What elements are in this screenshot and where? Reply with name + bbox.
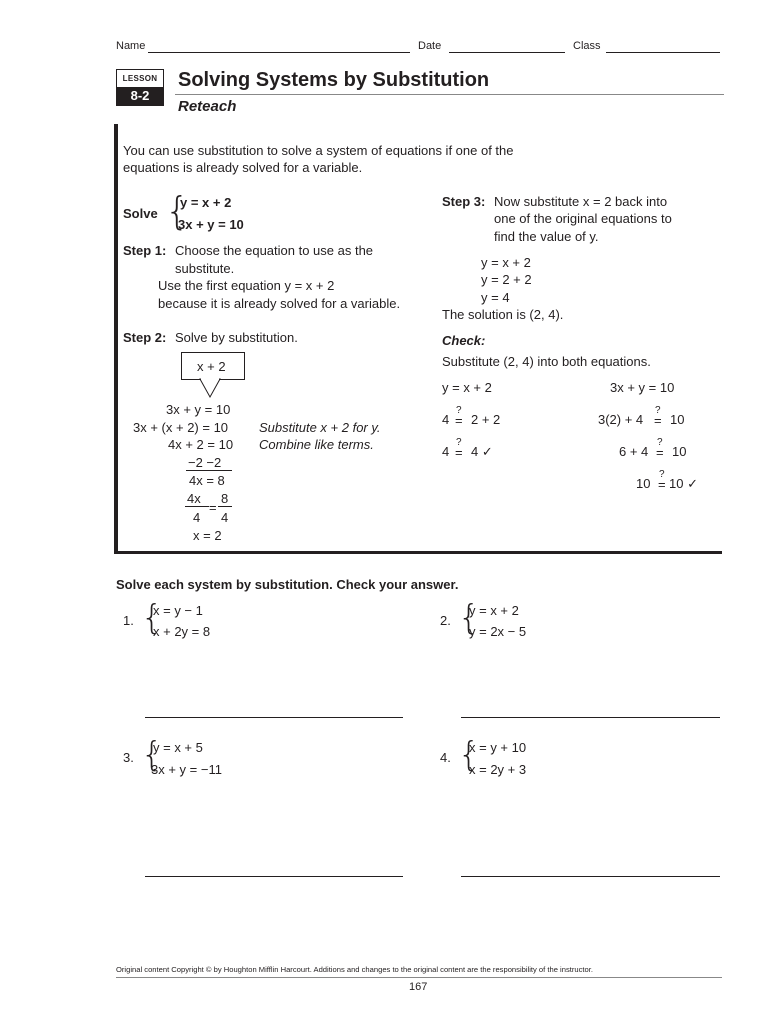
check-right-rhs-2: 10 [672,444,687,459]
exercise-2-brace: { [458,598,480,638]
check-q-2: ? [456,437,462,448]
example-bottom-bar [114,551,722,554]
check-left-lhs-2: 4 [442,444,450,459]
check-label: Check: [442,333,486,348]
exercise-2-eq-1: y = x + 2 [469,603,519,618]
work-line-2: 3x + (x + 2) = 10 [133,420,229,435]
step2-text: Solve by substitution. [175,330,298,345]
check-left-lhs-1: 4 [442,412,450,427]
step3-work-1: y = x + 2 [481,255,531,270]
check-q-1: ? [456,405,462,416]
exercise-3-brace: { [141,735,163,775]
check-left-eq: y = x + 2 [442,380,492,395]
fraction-den-right: 4 [221,510,229,525]
work-line-3: 4x + 2 = 10 [168,437,234,452]
step1-label: Step 1: [123,243,167,258]
fraction-equals: = [209,500,217,515]
exercise-4-eq-2: x = 2y + 3 [469,762,527,777]
step3-line-3: find the value of y. [494,229,599,244]
check-right-lhs-3: 10 [636,476,651,491]
step1-line-1: Choose the equation to use as the [175,243,374,258]
exercise-3-number: 3. [123,750,134,765]
system-eq-1: y = x + 2 [180,195,232,210]
exercise-1-eq-2: x + 2y = 8 [153,624,211,639]
fraction-den-left: 4 [193,510,201,525]
work-rule [186,470,232,471]
name-label: Name [116,40,146,52]
exercise-3-eq-1: y = x + 5 [153,740,203,755]
note-combine: Combine like terms. [259,437,374,452]
check-left-rhs-1: 2 + 2 [471,412,501,427]
step3-work-2: y = 2 + 2 [481,272,532,287]
step1-line-3: Use the first equation y = x + 2 [158,278,335,293]
exercise-3-eq-2: 3x + y = −11 [151,762,222,777]
lesson-badge [116,69,164,106]
exercise-1-number: 1. [123,613,134,628]
exercise-1-answer-line[interactable] [145,717,403,718]
lesson-number: 8-2 [117,87,163,105]
work-result: x = 2 [193,528,222,543]
check-eq-2: = [455,445,463,460]
check-q-4: ? [657,437,663,448]
fraction-num-right: 8 [221,491,229,506]
exercise-2-number: 2. [440,613,451,628]
copyright-notice: Original content Copyright © by Houghton Mifflin Harcourt. Additions and changes to the original content are the responsibility of the instructor. [116,965,593,974]
exercise-2-eq-2: y = 2x − 5 [469,624,527,639]
intro-line-1: You can use substitution to solve a system of equations if one of the [123,143,514,158]
step1-line-4: because it is already solved for a variable. [158,296,401,311]
fraction-bar-right [218,506,232,507]
check-eq-3: = [654,413,662,428]
work-line-5: 4x = 8 [189,473,225,488]
exercise-4-eq-1: x = y + 10 [469,740,527,755]
check-text: Substitute (2, 4) into both equations. [442,354,651,369]
exercise-1-eq-1: x = y − 1 [153,603,203,618]
check-right-lhs-1: 3(2) + 4 [598,412,644,427]
step3-label: Step 3: [442,194,486,209]
page-title: Solving Systems by Substitution [178,69,490,91]
solve-label: Solve [123,206,158,221]
step3-line-2: one of the original equations to [494,211,672,226]
step2-label: Step 2: [123,330,167,345]
callout-text: x + 2 [197,359,226,374]
callout-pointer [198,378,228,400]
lesson-tag: LESSON [122,74,158,83]
check-right-rhs-3: 10 ✓ [669,476,698,491]
title-rule [175,94,724,95]
check-q-5: ? [659,469,665,480]
work-line-1: 3x + y = 10 [166,402,231,417]
check-eq-1: = [455,413,463,428]
exercise-instructions: Solve each system by substitution. Check your answer. [116,577,459,592]
fraction-num-left: 4x [187,491,201,506]
date-line [449,52,565,53]
check-eq-4: = [656,445,664,460]
page-subtitle: Reteach [178,98,237,115]
step3-work-3: y = 4 [481,290,510,305]
check-left-rhs-2: 4 ✓ [471,444,493,459]
exercise-2-answer-line[interactable] [461,717,720,718]
exercise-4-answer-line[interactable] [461,876,720,877]
footer-rule [116,977,722,978]
exercise-1-brace: { [141,598,163,638]
system-eq-2: 3x + y = 10 [178,217,244,232]
solution-text: The solution is (2, 4). [442,307,564,322]
exercise-4-brace: { [458,735,480,775]
class-line [606,52,720,53]
check-eq-5: = [658,477,666,492]
check-right-eq: 3x + y = 10 [610,380,675,395]
name-line [148,52,410,53]
note-substitute: Substitute x + 2 for y. [259,420,381,435]
exercise-3-answer-line[interactable] [145,876,403,877]
class-label: Class [573,40,601,52]
check-right-lhs-2: 6 + 4 [619,444,649,459]
step3-line-1: Now substitute x = 2 back into [494,194,668,209]
intro-line-2: equations is already solved for a variable. [123,160,363,175]
check-q-3: ? [655,405,661,416]
page-number: 167 [409,981,428,993]
fraction-bar-left [185,506,209,507]
example-left-bar [114,124,118,554]
date-label: Date [418,40,442,52]
system-brace: { [165,189,190,233]
exercise-4-number: 4. [440,750,451,765]
check-right-rhs-1: 10 [670,412,685,427]
step1-line-2: substitute. [175,261,235,276]
work-line-4: −2 −2 [188,455,222,470]
